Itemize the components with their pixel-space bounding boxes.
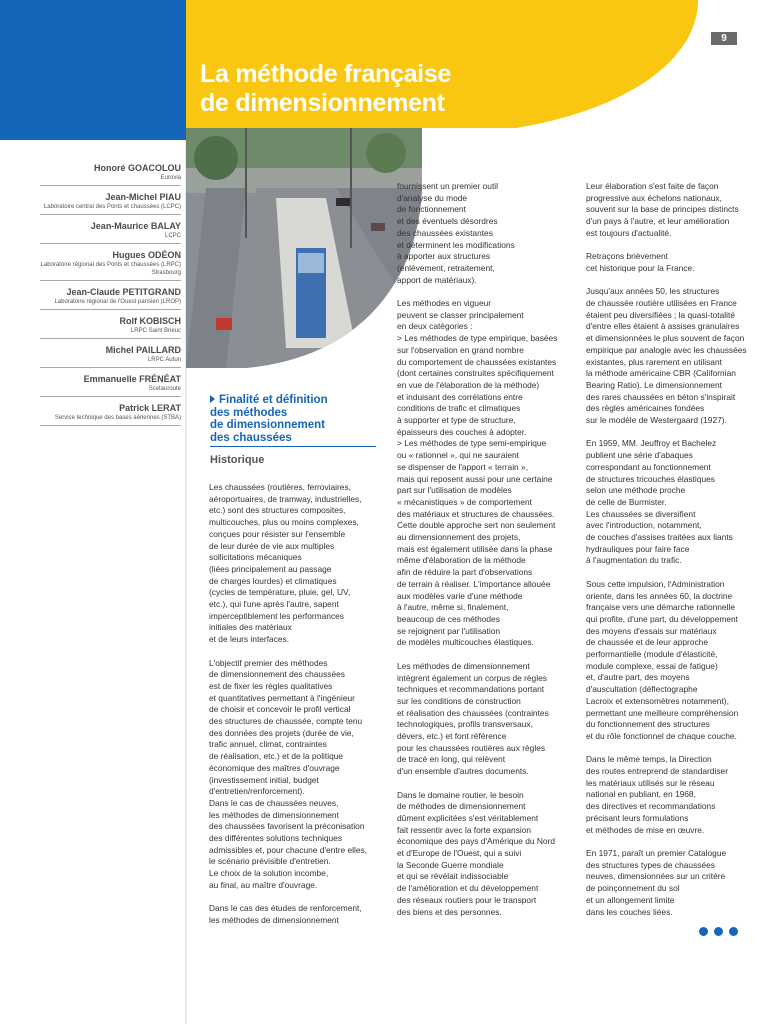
section-heading-line [210, 394, 376, 407]
author-entry [40, 373, 181, 397]
paragraph [586, 579, 758, 743]
paragraph [209, 658, 379, 892]
text-line: sollicitations mécaniques [209, 552, 302, 563]
text-line: et déterminent les modifications [397, 239, 515, 250]
text-line: des différentes solutions techniques [209, 833, 343, 844]
text-line: Bearing Ratio). Le dimensionnement [586, 379, 722, 390]
text-line: conçues pour résister sur l'ensemble [209, 528, 346, 539]
text-line: des structures de chaussée, compte tenu [209, 716, 363, 727]
text-line: des routes entreprend de standardiser [586, 766, 728, 777]
text-line: afin de réduire la part d'observations [397, 567, 533, 578]
text-line: à l'autre, même si, finalement, [397, 602, 509, 613]
text-line: des moyens d'essais sur matériaux [586, 625, 717, 636]
text-line: le scénario prévisible d'entretien. [209, 856, 331, 867]
text-line: étaient peu diversifiées ; la quasi-totalité [586, 309, 735, 320]
text-line: > Les méthodes de type empirique, basées [397, 333, 558, 344]
author-name: Emmanuelle FRÉNÉAT [83, 374, 181, 384]
dot [729, 927, 738, 936]
text-line: d'entre elles étaient à assises granulaires [586, 321, 740, 332]
text-line: est de fixer les règles qualitatives [209, 680, 333, 691]
text-line: des chaussées existantes [397, 227, 493, 238]
author-entry [40, 191, 181, 215]
text-line: souvent sur la base de principes distincts [586, 204, 739, 215]
text-line: Cette double approche sert non seulement [397, 520, 556, 531]
text-line: se dispenser de l'apport « terrain », [397, 461, 529, 472]
text-line: intègrent également un corpus de règles [397, 672, 547, 683]
text-line: correspondant au fonctionnement [586, 461, 711, 472]
text-line: économique des pays d'Amérique du Nord [397, 836, 556, 847]
text-line: Dans le cas de chaussées neuves, [209, 797, 339, 808]
paragraph [397, 661, 569, 778]
section-heading [210, 394, 376, 444]
text-line: d'un pays à l'autre, et leur amélioration [586, 216, 730, 227]
text-line: apport de matériaux). [397, 274, 477, 285]
text-line: et qui se révélait indissociable [397, 871, 509, 882]
text-line: beaucoup de ces méthodes [397, 614, 500, 624]
section-heading-line: des chaussées [210, 431, 292, 444]
text-line: sur le modèle de Westergaard (1927). [586, 415, 727, 426]
text-line: progressive aux échelons nationaux, [586, 192, 722, 203]
text-line: Leur élaboration s'est faite de façon [586, 181, 719, 191]
text-line: module complexe, essai de fatigue) [586, 660, 718, 671]
text-column-3 [586, 181, 758, 930]
author-name: Jean-Maurice BALAY [90, 221, 181, 231]
text-line: En 1959, MM. Jeuffroy et Bachelez [586, 438, 717, 449]
text-line: avec l'introduction, notamment, [586, 520, 702, 531]
text-line: d'entretien/renforcement). [209, 786, 305, 797]
author-name: Michel PAILLARD [105, 345, 181, 355]
author-affiliation: LRPC Autun [147, 357, 181, 363]
text-line: conditions de trafic et climatiques [397, 403, 521, 414]
author-affiliation: Laboratoire régional des Ponts et chaussées (LRPC) Strasbourg [40, 262, 181, 276]
text-line: Les chaussées (routières, ferroviaires, [209, 482, 351, 492]
text-line: en vue de l'élaboration de la méthode) [397, 379, 540, 390]
text-line: se rejoignent par l'utilisation [397, 625, 501, 636]
paragraph [209, 482, 379, 646]
text-line: sur l'observation en grand nombre [397, 344, 524, 355]
text-line: admissibles et, pour chacune d'entre elles, [209, 844, 368, 855]
paragraph [397, 181, 569, 286]
text-line: et, d'autre part, des moyens [586, 672, 690, 683]
text-line: neuves, dimensionnées sur un critère [586, 871, 726, 882]
text-line: du comportement de chaussées existantes [397, 356, 557, 367]
author-entry [40, 162, 181, 186]
text-line: de charges lourdes) et climatiques [209, 575, 337, 586]
text-line: d'un ensemble d'autres documents. [397, 766, 529, 777]
author-affiliation: Laboratoire régional de l'Ouest parisien (LROP) [54, 299, 181, 305]
text-line: d'auscultation (déflectographe [586, 684, 698, 695]
text-line: en deux catégories : [397, 321, 473, 332]
text-line: et induisant des corrélations entre [397, 391, 523, 402]
text-line: oriente, dans les années 60, la doctrine [586, 590, 733, 601]
text-line: trafic annuel, climat, contraintes [209, 739, 327, 750]
continued-dots-icon [699, 927, 741, 937]
paragraph [586, 251, 758, 274]
text-line: est toujours d'actualité. [586, 227, 672, 238]
text-line: des chaussées favorisent la préconisation [209, 821, 365, 832]
text-line: de tracé en long, qui relèvent [397, 754, 506, 765]
text-line: aux modèles varie d'une méthode [397, 590, 523, 601]
text-line: permettant une meilleure compréhension [586, 707, 739, 718]
text-line: ou « rationnel », qui ne sauraient [397, 450, 519, 461]
header-blue-block [0, 0, 186, 140]
text-line: multicouches, plus ou moins complexes, [209, 517, 359, 528]
text-line: publient une série d'abaques [586, 450, 693, 461]
author-affiliation: LRPC Saint Brieuc [130, 328, 181, 334]
text-line: de couches d'assises traitées aux liants [586, 532, 733, 543]
text-line: du fonctionnement des structures [586, 719, 710, 730]
text-line: de modèles multicouches élastiques. [397, 637, 534, 648]
text-line: les méthodes de dimensionnement [209, 809, 339, 820]
text-line: de dimensionnement des chaussées [209, 669, 345, 680]
text-line: et de leurs interfaces. [209, 634, 290, 645]
text-line: national en publiant, en 1968, [586, 789, 696, 800]
text-line: L'objectif premier des méthodes [209, 657, 328, 668]
text-line: des réseaux routiers pour le transport [397, 894, 537, 905]
section-rule [210, 446, 376, 447]
text-line: des rares chaussées en béton s'inspirait [586, 391, 736, 402]
text-line: de leur durée de vie aux multiples [209, 540, 335, 551]
dot [714, 927, 723, 936]
text-line: existantes, plus rarement en utilisant [586, 356, 722, 367]
text-line: et un allongement limite [586, 894, 675, 905]
text-line: de méthodes de dimensionnement [397, 801, 526, 812]
text-line: Lacroix et extensomètres notamment), [586, 695, 729, 706]
text-line: et des éventuels désordres [397, 216, 498, 227]
author-affiliation: Eurovia [160, 175, 181, 181]
author-name: Rolf KOBISCH [119, 316, 181, 326]
text-line: de poinçonnement du sol [586, 883, 680, 894]
text-line: hydrauliques pour faire face [586, 543, 690, 554]
text-line: initiales des matériaux [209, 622, 292, 633]
text-line: de choisir et concevoir le profil vertical [209, 704, 351, 715]
text-line: (enlèvement, retraitement, [397, 262, 495, 273]
paragraph [209, 903, 379, 926]
author-affiliation: Scetauroute [148, 386, 181, 392]
title-line: La méthode française [200, 60, 452, 88]
text-line: fait ressentir avec la forte expansion [397, 824, 532, 835]
text-line: empirique par analogie avec les chaussées [586, 344, 747, 355]
text-line: et quantitatives permettant à l'ingénieur [209, 692, 355, 703]
text-line: des directives et recommandations [586, 801, 716, 812]
text-line: et dimensionnées le plus souvent de façon [586, 333, 745, 344]
section-heading-text: Finalité et définition [219, 394, 328, 406]
text-line: dévers, etc.) et font référence [397, 731, 507, 742]
paragraph [586, 286, 758, 426]
section-heading-line: de dimensionnement [210, 419, 326, 431]
paragraph [397, 298, 569, 649]
text-line: Dans le même temps, la Direction [586, 754, 712, 765]
text-line: et du rôle fonctionnel de chaque couche. [586, 730, 737, 741]
text-line: de chaussée et de leur approche [586, 637, 708, 648]
page-number: 9 [711, 32, 737, 45]
arrow-right-icon [210, 395, 215, 403]
text-line: des biens et des personnes. [397, 906, 502, 917]
text-line: et réalisation des chaussées (contraintes [397, 707, 549, 718]
section-heading-line: des méthodes [210, 406, 288, 419]
text-line: pour les chaussées routières aux règles [397, 742, 546, 753]
text-line: peuvent se classer principalement [397, 309, 524, 320]
text-line: au dimensionnement des projets, [397, 532, 521, 543]
text-line: précisant leurs formulations [586, 812, 689, 823]
text-line: cet historique pour la France. [586, 262, 695, 273]
text-line: même d'élaboration de la méthode [397, 555, 526, 566]
author-affiliation: LCPC [164, 233, 181, 239]
author-entry [40, 220, 181, 244]
text-line: la Seconde Guerre mondiale [397, 859, 504, 870]
author-affiliation: Service technique des bases aériennes (STBA) [54, 415, 181, 421]
text-line: Retraçons brièvement [586, 251, 668, 262]
author-list [40, 162, 181, 431]
text-line: performantielle (module d'élasticité, [586, 649, 718, 660]
text-line: de structures tricouches élastiques [586, 473, 715, 484]
text-line: (dont certaines construites spécifiquement [397, 368, 554, 379]
text-line: des structures types de chaussées [586, 859, 715, 870]
text-line: part sur l'utilisation de modèles [397, 485, 512, 496]
text-line: à supporter et type de structure, [397, 415, 516, 426]
text-column-2 [397, 181, 569, 930]
text-line: Les méthodes en vigueur [397, 298, 492, 309]
text-line: Les chaussées se diversifient [586, 508, 696, 519]
text-line: d'analyse du mode [397, 192, 468, 203]
text-line: française vers une démarche rationnelle [586, 602, 735, 613]
author-name: Patrick LERAT [119, 403, 181, 413]
author-entry [40, 402, 181, 426]
page-title [200, 60, 451, 118]
text-line: à apporter aux structures [397, 251, 491, 262]
paragraph [586, 754, 758, 836]
text-line: selon une méthode proche [586, 485, 686, 496]
text-line: qui profite, d'une part, du développement [586, 613, 738, 624]
text-line: dans les couches liées. [586, 906, 673, 917]
text-line: de l'amélioration et du développement [397, 883, 539, 894]
title-line: de dimensionnement [200, 89, 445, 117]
tram-road-photo [186, 128, 422, 368]
author-entry [40, 344, 181, 368]
paragraph [586, 181, 758, 240]
text-line: Jusqu'aux années 50, les structures [586, 286, 720, 297]
author-name: Jean-Claude PETITGRAND [66, 287, 181, 297]
text-column-1 [209, 482, 379, 938]
text-line: des données des projets (durée de vie, [209, 727, 354, 738]
text-line: et d'Europe de l'Ouest, qui a suivi [397, 848, 522, 859]
text-line: dûment explicitées s'est véritablement [397, 812, 539, 823]
text-line: Dans le domaine routier, le besoin [397, 789, 524, 800]
paragraph [586, 438, 758, 567]
text-line: fournissent un premier outil [397, 181, 499, 191]
text-line: économique des maîtres d'ouvrage [209, 762, 340, 773]
text-line: (liées principalement au passage [209, 563, 332, 574]
text-line: des règles américaines fondées [586, 403, 705, 414]
author-entry [40, 315, 181, 339]
text-line: Les méthodes de dimensionnement [397, 660, 530, 671]
text-line: de celle de Burmister. [586, 496, 667, 507]
paragraph [586, 848, 758, 918]
author-entry [40, 249, 181, 281]
text-line: aéroportuaires, de tramway, industrielles, [209, 493, 362, 504]
text-line: mais est également utilisée dans la phase [397, 543, 553, 554]
text-line: etc.), qui l'une après l'autre, sapent [209, 599, 339, 610]
text-line: de chaussée routière utilisées en France [586, 298, 737, 308]
author-name: Honoré GOACOLOU [94, 163, 181, 173]
text-line: et méthodes de mise en œuvre. [586, 824, 705, 835]
text-line: de fonctionnement [397, 204, 466, 215]
text-line: les méthodes de dimensionnement [209, 914, 339, 925]
paragraph [397, 790, 569, 919]
text-line: « mécanistiques » de comportement [397, 496, 533, 507]
text-line: technologiques, profils transversaux, [397, 719, 533, 730]
text-line: de réalisation, etc.) et de la politique [209, 751, 344, 762]
author-entry [40, 286, 181, 310]
text-line: la méthode américaine CBR (Californian [586, 368, 736, 379]
text-line: des matériaux et structures de chaussées. [397, 508, 555, 519]
dot [699, 927, 708, 936]
text-line: Le choix de la solution incombe, [209, 868, 329, 879]
text-line: les matériaux utilisés sur le réseau [586, 777, 715, 788]
text-line: En 1971, paraît un premier Catalogue [586, 847, 727, 858]
text-line: (investissement initial, budget [209, 774, 319, 785]
author-affiliation: Laboratoire central des Ponts et chaussées (LCPC) [43, 204, 181, 210]
text-line: etc.) sont des structures composites, [209, 505, 346, 516]
text-line: au final, au maître d'ouvrage. [209, 879, 318, 890]
text-line: imperceptiblement les performances [209, 610, 344, 621]
text-line: Dans le cas des études de renforcement, [209, 903, 362, 914]
text-line: mais qui reposent aussi pour une certaine [397, 473, 553, 484]
author-name: Jean-Michel PIAU [105, 192, 181, 202]
text-line: épaisseurs des couches à adopter. [397, 426, 527, 437]
text-line: sur les conditions de construction [397, 695, 521, 706]
text-line: techniques et recommandations portant [397, 684, 545, 695]
text-line: à l'augmentation du trafic. [586, 555, 682, 566]
author-name: Hugues ODÉON [112, 250, 181, 260]
subheading-historique: Historique [210, 454, 265, 466]
text-line: (cycles de température, pluie, gel, UV, [209, 587, 351, 598]
text-line: de terrain à réaliser. L'importance allouée [397, 578, 551, 589]
text-line: Sous cette impulsion, l'Administration [586, 578, 725, 589]
text-line: > Les méthodes de type semi-empirique [397, 438, 547, 449]
